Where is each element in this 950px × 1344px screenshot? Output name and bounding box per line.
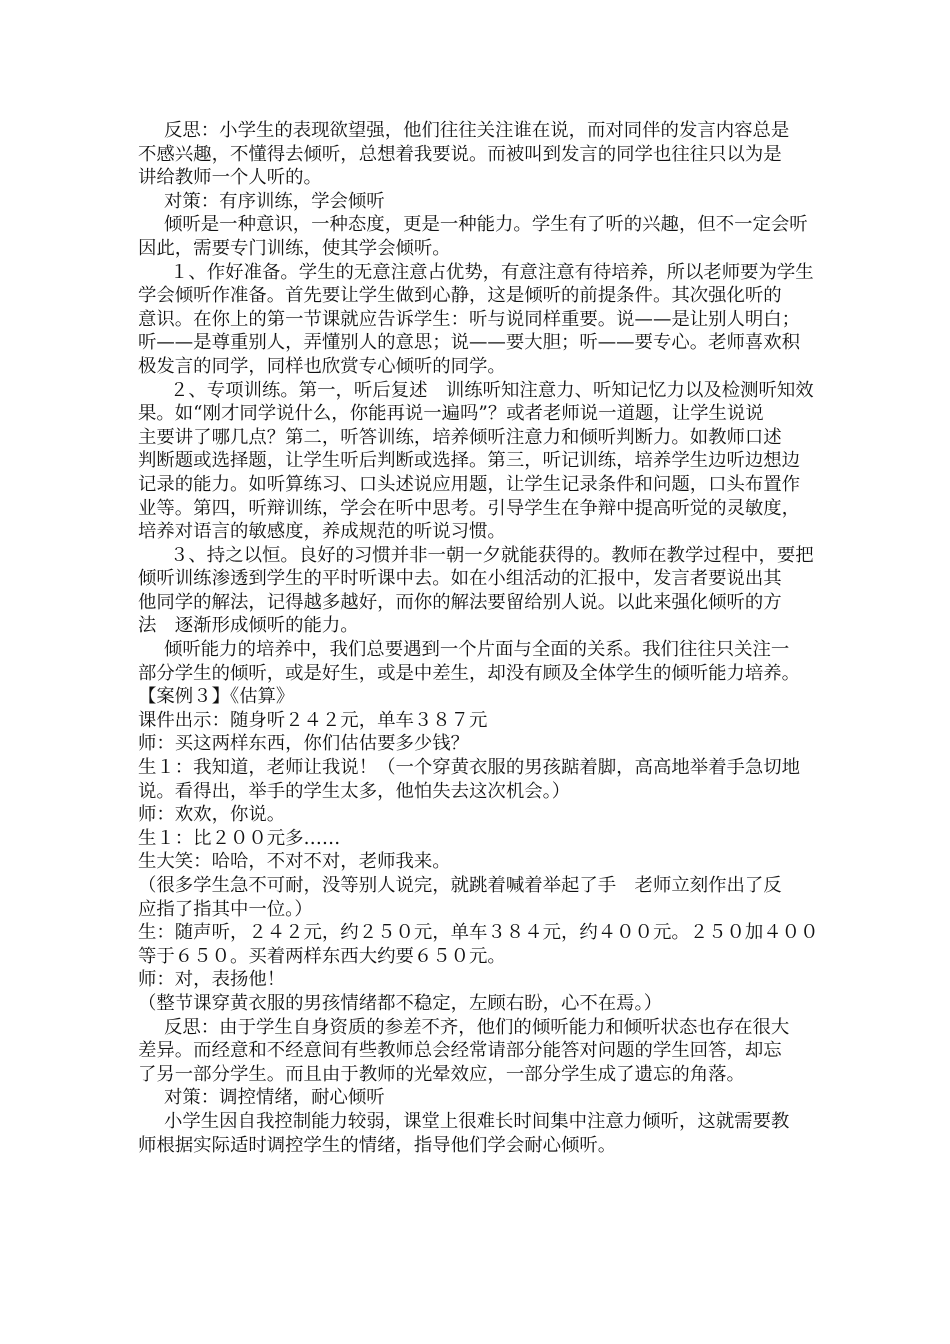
text-line: 课件出示：随身听２４２元，单车３８７元 bbox=[138, 709, 488, 731]
text-line: １、作好准备。学生的无意注意占优势，有意注意有待培养，所以老师要为学生 bbox=[170, 261, 814, 283]
text-line: 师：欢欢，你说。 bbox=[138, 804, 286, 826]
text-line: 果。如“刚才同学说什么，你能再说一遍吗”？或者老师说一道题，让学生说说 bbox=[138, 403, 764, 425]
text-line: 倾听训练渗透到学生的平时听课中去。如在小组活动的汇报中，发言者要说出其 bbox=[138, 568, 782, 590]
text-line: 听——是尊重别人，弄懂别人的意思；说——要大胆；听——要专心。老师喜欢积 bbox=[138, 332, 801, 354]
text-line: 应指了指其中一位。） bbox=[138, 898, 313, 920]
text-line: 师：买这两样东西，你们估估要多少钱？ bbox=[138, 733, 470, 755]
text-line: 部分学生的倾听，或是好生，或是中差生，却没有顾及全体学生的倾听能力培养。 bbox=[138, 662, 801, 684]
text-line: 生１：我知道，老师让我说！（一个穿黄衣服的男孩踮着脚，高高地举着手急切地 bbox=[138, 757, 801, 779]
text-line: 反思：由于学生自身资质的参差不齐，他们的倾听能力和倾听状态也存在很大 bbox=[164, 1016, 790, 1038]
text-line: 对策：有序训练，学会倾听 bbox=[164, 190, 385, 212]
text-line: 小学生因自我控制能力较弱，课堂上很难长时间集中注意力倾听，这就需要教 bbox=[164, 1110, 790, 1132]
text-line: 培养对语言的敏感度，养成规范的听说习惯。 bbox=[138, 521, 506, 543]
text-line: 讲给教师一个人听的。 bbox=[138, 167, 322, 189]
text-line: 等于６５０。买着两样东西大约要６５０元。 bbox=[138, 945, 506, 967]
text-line: 意识。在你上的第一节课就应告诉学生：听与说同样重要。说——是让别人明白； bbox=[138, 308, 801, 330]
text-line: 生：随声听，２４２元，约２５０元，单车３８４元，约４００元。２５０加４００ bbox=[138, 922, 819, 944]
text-line: 了另一部分学生。而且由于教师的光晕效应，一部分学生成了遗忘的角落。 bbox=[138, 1063, 745, 1085]
text-line: 主要讲了哪几点？第二，听答训练，培养倾听注意力和倾听判断力。如教师口述 bbox=[138, 426, 782, 448]
text-line: 生１：比２００元多…… bbox=[138, 827, 341, 849]
text-line: 倾听是一种意识，一种态度，更是一种能力。学生有了听的兴趣，但不一定会听 bbox=[164, 214, 808, 236]
text-line: 业等。第四，听辩训练，学会在听中思考。引导学生在争辩中提高听觉的灵敏度， bbox=[138, 497, 801, 519]
text-line: 因此，需要专门训练，使其学会倾听。 bbox=[138, 237, 451, 259]
text-line: ２、专项训练。第一，听后复述 训练听知注意力、听知记忆力以及检测听知效 bbox=[170, 379, 814, 401]
text-line: 师：对，表扬他！ bbox=[138, 969, 286, 991]
text-line: 差异。而经意和不经意间有些教师总会经常请部分能答对问题的学生回答，却忘 bbox=[138, 1040, 782, 1062]
text-line: 记录的能力。如听算练习、口头述说应用题，让学生记录条件和问题，口头布置作 bbox=[138, 473, 801, 495]
text-line: 判断题或选择题，让学生听后判断或选择。第三，听记训练，培养学生边听边想边 bbox=[138, 450, 801, 472]
text-line: 对策：调控情绪，耐心倾听 bbox=[164, 1087, 385, 1109]
text-line: 极发言的同学，同样也欣赏专心倾听的同学。 bbox=[138, 355, 506, 377]
text-line: 学会倾听作准备。首先要让学生做到心静，这是倾听的前提条件。其次强化听的 bbox=[138, 285, 782, 307]
text-line: 【案例３】《估算》 bbox=[138, 686, 295, 708]
text-line: 说。看得出，举手的学生太多，他怕失去这次机会。） bbox=[138, 780, 571, 802]
text-line: 倾听能力的培养中，我们总要遇到一个片面与全面的关系。我们往往只关注一 bbox=[164, 639, 790, 661]
text-line: 生大笑：哈哈，不对不对，老师我来。 bbox=[138, 851, 451, 873]
text-line: ３、持之以恒。良好的习惯并非一朝一夕就能获得的。教师在教学过程中，要把 bbox=[170, 544, 814, 566]
text-line: 法 逐渐形成倾听的能力。 bbox=[138, 615, 359, 637]
text-line: 反思：小学生的表现欲望强，他们往往关注谁在说，而对同伴的发言内容总是 bbox=[164, 120, 790, 141]
text-line: 师根据实际适时调控学生的情绪，指导他们学会耐心倾听。 bbox=[138, 1134, 617, 1156]
document-body bbox=[138, 119, 819, 1157]
text-line: 不感兴趣，不懂得去倾听，总想着我要说。而被叫到发言的同学也往往只以为是 bbox=[138, 143, 782, 165]
text-line: （整节课穿黄衣服的男孩情绪都不稳定，左顾右盼，心不在焉。） bbox=[138, 992, 663, 1014]
text-line: 他同学的解法，记得越多越好，而你的解法要留给别人说。以此来强化倾听的方 bbox=[138, 591, 782, 613]
text-line: （很多学生急不可耐，没等别人说完，就跳着喊着举起了手 老师立刻作出了反 bbox=[138, 875, 782, 896]
